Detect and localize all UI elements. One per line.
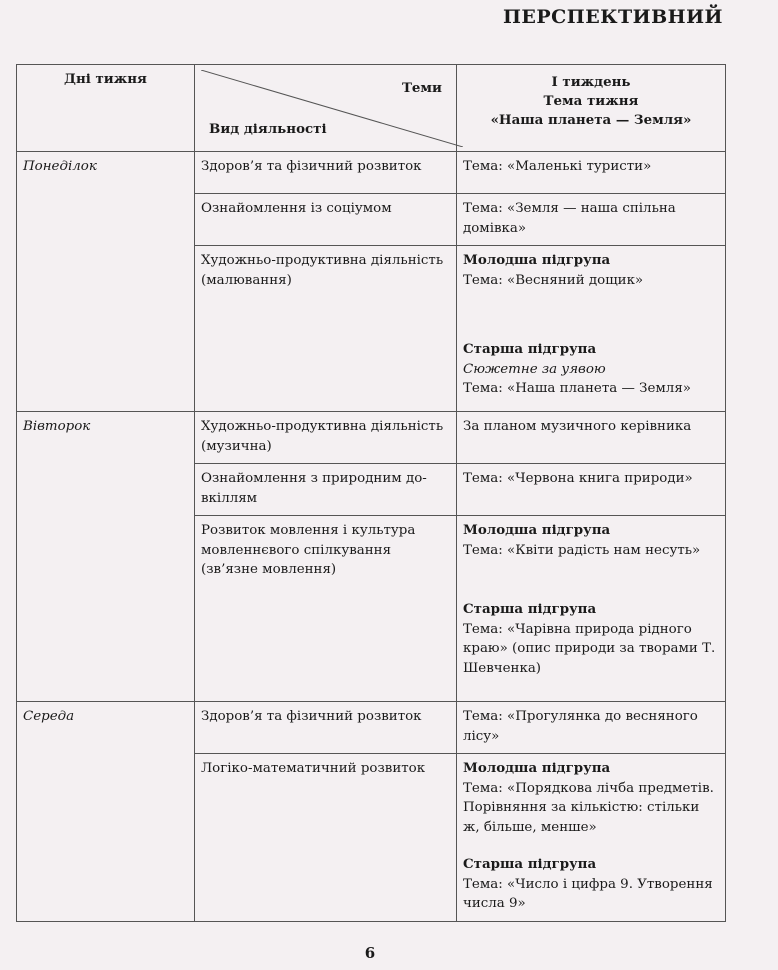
week-theme-label: Тема тижня <box>543 93 639 109</box>
topic-cell: Тема: «Земля — наша спільна домівка» <box>457 194 726 246</box>
diagonal-header-cell <box>195 65 457 152</box>
week-theme: «Наша планета — Земля» <box>490 112 692 128</box>
themes-label: Теми <box>401 80 442 96</box>
day-tuesday: Вівторок <box>17 412 195 702</box>
activity-cell: Здоров’я та фізичний розвиток <box>195 152 457 194</box>
table-row <box>17 152 726 194</box>
week-column-header <box>457 65 726 152</box>
day-monday: Понеділок <box>17 152 195 412</box>
week-number: I тиждень <box>551 74 631 90</box>
subgroup-topic: Тема: «Чарівна природа рідного краю» (опис природи за творами Т. Шевченка) <box>463 621 716 676</box>
topic-cell <box>457 516 726 702</box>
day-wednesday: Середа <box>17 702 195 922</box>
topic-cell: Тема: «Прогулянка до весняного лісу» <box>457 702 726 754</box>
activity-cell: Ознайомлення з природним довкіллям <box>195 464 457 516</box>
topic-cell: За планом музичного керівника <box>457 412 726 464</box>
subgroup-topic: Тема: «Число і цифра 9. Утворення числа 9» <box>463 876 713 911</box>
days-label: Дні тижня <box>64 71 147 87</box>
page-title: ПЕРСПЕКТИВНИЙ <box>502 6 723 28</box>
subgroup-label: Молодша підгрупа <box>463 252 611 268</box>
subgroup-label: Старша підгрупа <box>463 601 597 617</box>
activity-cell: Художньо-продуктивна діяльність (малювання) <box>195 246 457 412</box>
subgroup-topic: Тема: «Наша планета — Земля» <box>463 381 691 396</box>
topic-cell: Тема: «Маленькі туристи» <box>457 152 726 194</box>
subgroup-label: Молодша підгрупа <box>463 522 611 538</box>
table-header-row <box>17 65 726 152</box>
subgroup-label: Старша підгрупа <box>463 856 597 872</box>
subgroup-topic: Тема: «Квіти радість нам несуть» <box>463 542 701 558</box>
activity-label: Вид діяльності <box>209 120 327 137</box>
subgroup-topic: Тема: «Порядкова лічба предметів. Порівняння за кількістю: стільки ж, більше, менше» <box>463 780 714 835</box>
weekly-plan-table <box>16 64 726 922</box>
activity-cell: Логіко-математичний розвиток <box>195 754 457 922</box>
activity-cell: Розвиток мовлення і культура мовленнєвого спілкування (зв’язне мовлення) <box>195 516 457 702</box>
topic-cell <box>457 246 726 412</box>
page-number: 6 <box>364 944 376 962</box>
subgroup-label: Молодша підгрупа <box>463 760 611 776</box>
activity-cell: Здоров’я та фізичний розвиток <box>195 702 457 754</box>
days-column-header <box>17 65 195 152</box>
subgroup-note: Сюжетне за уявою <box>463 361 606 377</box>
table-row <box>17 702 726 754</box>
subgroup-topic: Тема: «Весняний дощик» <box>463 272 644 288</box>
subgroup-label: Старша підгрупа <box>463 341 597 357</box>
topic-cell <box>457 754 726 922</box>
activity-cell: Художньо-продуктивна діяльність (музична) <box>195 412 457 464</box>
topic-cell: Тема: «Червона книга природи» <box>457 464 726 516</box>
table-row <box>17 412 726 464</box>
activity-cell: Ознайомлення із соціумом <box>195 194 457 246</box>
